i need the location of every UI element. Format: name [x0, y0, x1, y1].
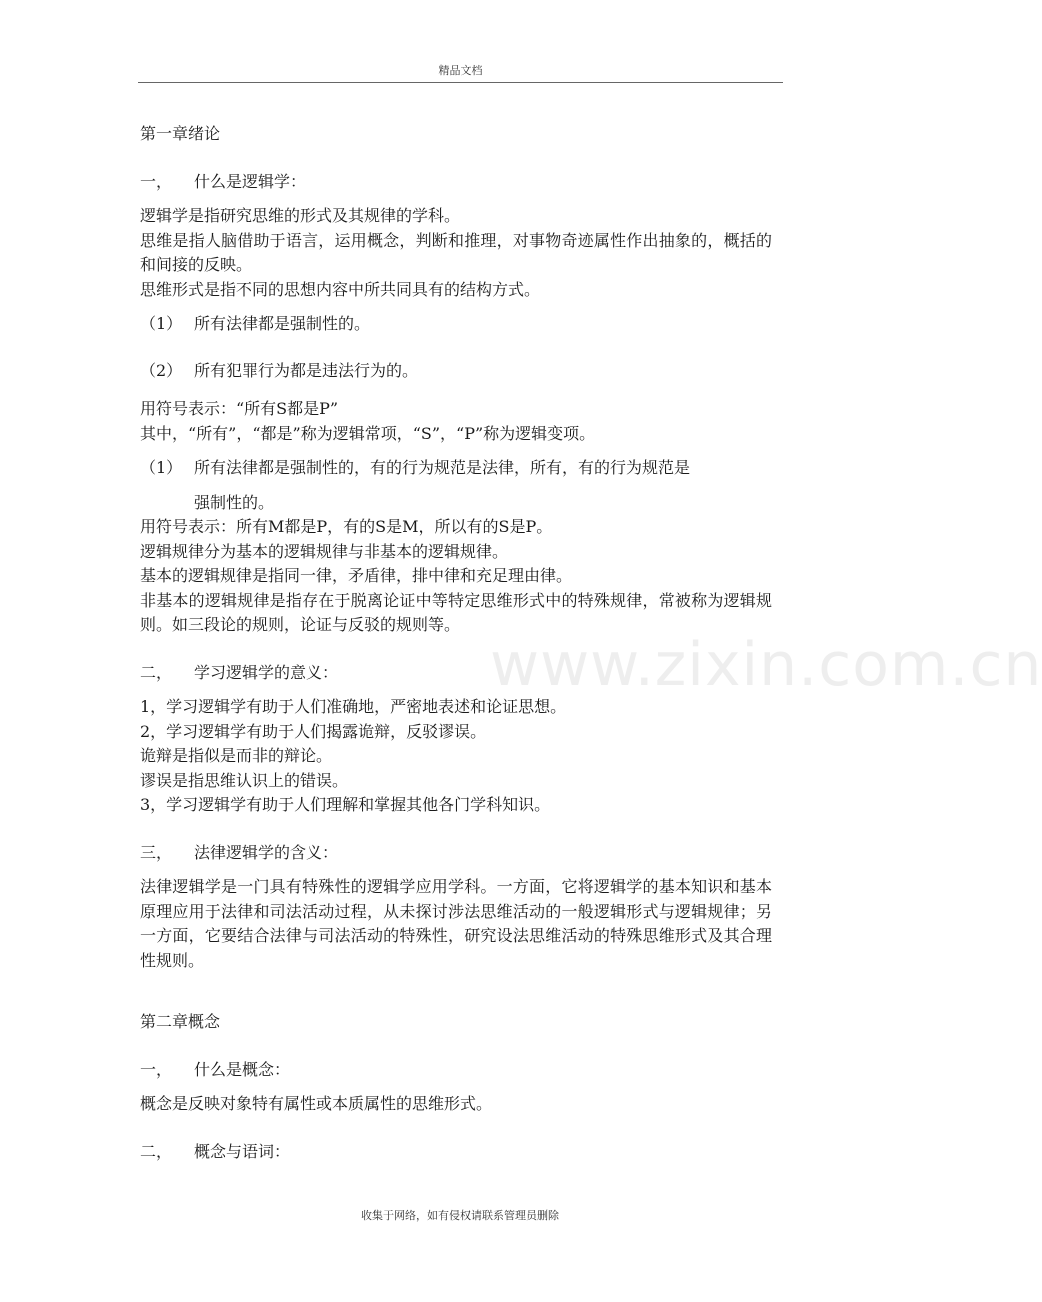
- paragraph: 逻辑学是指研究思维的形式及其规律的学科。: [140, 206, 461, 225]
- item-number: （1）: [140, 458, 183, 477]
- page-header: 精品文档: [138, 62, 783, 83]
- paragraph: 思维是指人脑借助于语言，运用概念，判断和推理，对事物奇迹属性作出抽象的，概括的和间接的反映。: [140, 230, 772, 274]
- section-number: 一，: [140, 1059, 173, 1079]
- paragraph: 思维形式是指不同的思想内容中所共同具有的结构方式。: [140, 279, 541, 299]
- item-text: 所有犯罪行为都是违法行为的。: [194, 360, 419, 380]
- section-heading: [140, 170, 772, 195]
- paragraph: 1，学习逻辑学有助于人们准确地，严密地表述和论证思想。: [140, 697, 567, 716]
- paragraph: 诡辩是指似是而非的辩论。: [140, 746, 333, 765]
- item-number: （2）: [140, 360, 183, 380]
- section-title: 什么是概念：: [194, 1059, 291, 1079]
- section-heading: [140, 1140, 772, 1165]
- paragraph: 逻辑规律分为基本的逻辑规律与非基本的逻辑规律。: [140, 541, 509, 561]
- paragraph: 概念是反映对象特有属性或本质属性的思维形式。: [140, 1094, 493, 1113]
- section-number: 一，: [140, 171, 173, 191]
- chapter-title: 第一章绪论: [140, 124, 221, 143]
- list-item: [140, 312, 772, 337]
- paragraph: 谬误是指思维认识上的错误。: [140, 770, 349, 790]
- paragraph: 2，学习逻辑学有助于人们揭露诡辩，反驳谬误。: [140, 721, 487, 741]
- paragraph: 用符号表示：“所有S都是P”: [140, 399, 339, 418]
- section-number: 二，: [140, 662, 173, 682]
- item-number: （1）: [140, 314, 183, 333]
- section-number: 三，: [140, 842, 173, 862]
- section-number: 二，: [140, 1141, 173, 1161]
- item-continuation: 强制性的。: [194, 492, 275, 512]
- paragraph: 用符号表示：所有M都是P，有的S是M，所以有的S是P。: [140, 517, 553, 536]
- section-title: 什么是逻辑学：: [194, 171, 307, 191]
- paragraph: 非基本的逻辑规律是指存在于脱离论证中等特定思维形式中的特殊规律，常被称为逻辑规则。如三段论的规则，论证与反驳的规则等。: [140, 590, 772, 634]
- chapter-title: 第二章概念: [140, 1012, 221, 1031]
- paragraph: 其中，“所有”，“都是”称为逻辑常项，“S”，“P”称为逻辑变项。: [140, 423, 596, 443]
- section-heading: [140, 661, 772, 686]
- item-text: 所有法律都是强制性的，有的行为规范是法律，所有，有的行为规范是: [194, 458, 691, 477]
- section-heading: [140, 1058, 772, 1083]
- document-body: [140, 122, 772, 1174]
- paragraph: 法律逻辑学是一门具有特殊性的逻辑学应用学科。一方面，它将逻辑学的基本知识和基本原理应用于法律和司法活动过程，从未探讨涉法思维活动的一般逻辑形式与逻辑规律；另一方面，它要结合法律与司法活动的特殊性，研究设法思维活动的特殊思维形式及其合理性规则。: [140, 877, 772, 970]
- item-text: 所有法律都是强制性的。: [194, 314, 371, 333]
- page-footer: 收集于网络，如有侵权请联系管理员删除: [361, 1209, 559, 1222]
- section-title: 学习逻辑学的意义：: [194, 662, 339, 682]
- paragraph: 基本的逻辑规律是指同一律，矛盾律，排中律和充足理由律。: [140, 566, 573, 585]
- paragraph: 3，学习逻辑学有助于人们理解和掌握其他各门学科知识。: [140, 795, 551, 814]
- section-heading: [140, 841, 772, 866]
- section-title: 概念与语词：: [194, 1141, 291, 1161]
- list-item: [140, 456, 772, 481]
- section-title: 法律逻辑学的含义：: [194, 842, 339, 862]
- watermark: www.zixin.com.cn: [490, 630, 1042, 700]
- list-item: [140, 359, 772, 384]
